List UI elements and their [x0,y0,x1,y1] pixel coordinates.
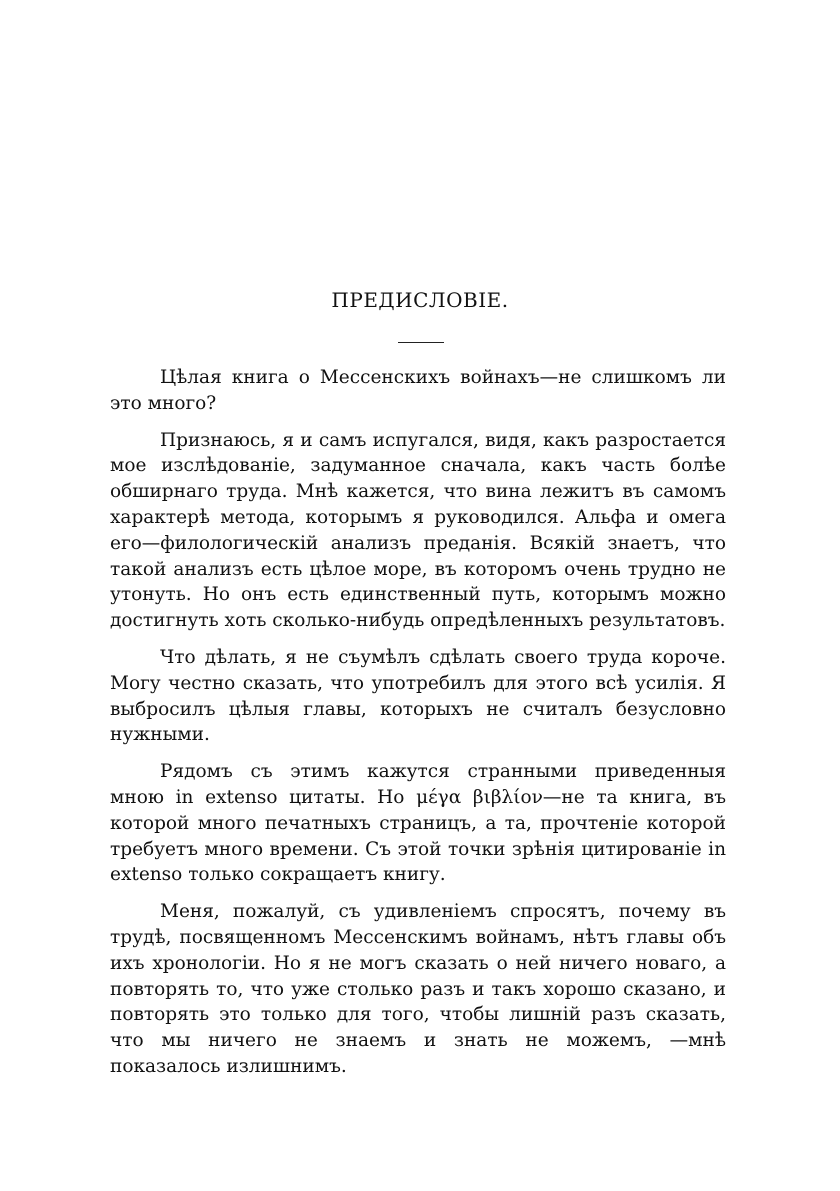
page-title: ПРЕДИСЛОВІЕ. [331,288,509,312]
paragraph: Меня, пожалуй, съ удивленіемъ спросятъ, почему въ трудѣ, посвященномъ Мессенскимъ войнамъ, нѣтъ главы объ ихъ хронологіи. Но я не могъ сказать о ней ничего новаго, а повторять то, что уже столько разъ и такъ хорошо сказано, и повторять это только для того, чтобы лишній разъ сказать, что мы ничего не знаемъ и знать не можемъ, —мнѣ показалось излишнимъ. [110,901,726,1077]
paragraph: Что дѣлать, я не съумѣлъ сдѣлать своего труда короче. Могу честно сказать, что употребилъ для этого всѣ усилія. Я выбросилъ цѣлыя главы, которыхъ не считалъ безусловно нужными. [110,646,726,746]
paragraph: Признаюсь, я и самъ испугался, видя, какъ разростается мое изслѣдованіе, задуманное сначала, какъ часть болѣе обширнаго труда. Мнѣ кажется, что вина лежитъ въ самомъ характерѣ метода, которымъ я руководился. Альфа и омега его—филологическій анализъ преданія. Всякій знаетъ, что такой анализъ есть цѣлое море, въ которомъ очень трудно не утонуть. Но онъ есть единственный путь, которымъ можно достигнуть хоть сколько-нибудь опредѣленныхъ результатовъ. [110,429,726,632]
title-divider [398,342,444,343]
body-text [110,365,726,1091]
paragraph: Цѣлая книга о Мессенскихъ войнахъ—не слишкомъ ли это много? [110,367,726,414]
paragraph: Рядомъ съ этимъ кажутся странными приведенныя мною in extenso цитаты. Но μέγα βιβλίον—не та книга, въ которой много печатныхъ страницъ, а та, прочтеніе которой требуетъ много времени. Съ этой точки зрѣнія цитированіе in extenso только сокращаетъ книгу. [110,761,726,886]
